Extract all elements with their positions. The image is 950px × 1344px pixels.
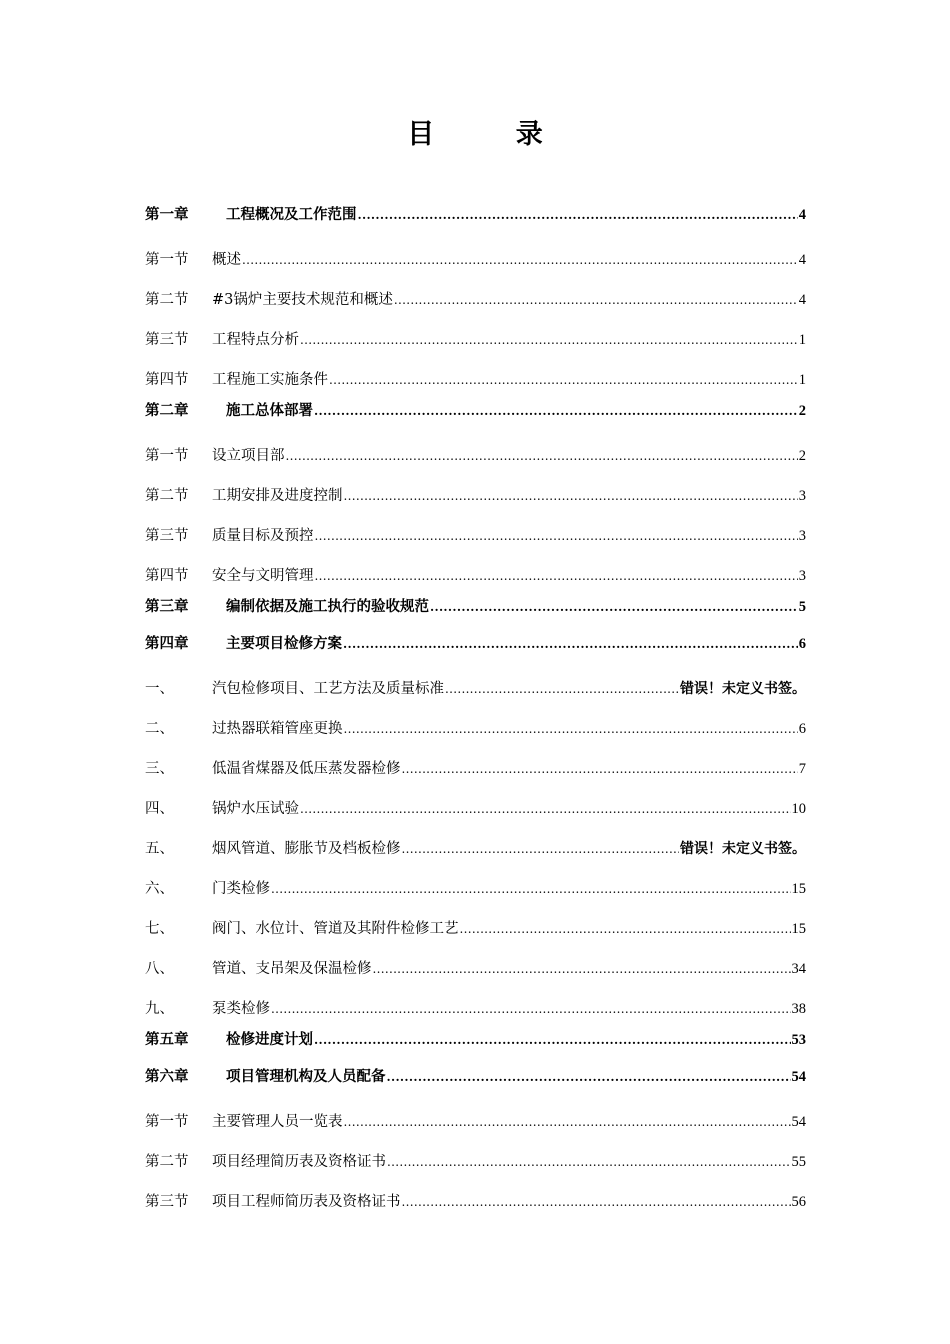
toc-dot-leader	[300, 799, 791, 819]
toc-entry-title: 安全与文明管理	[212, 568, 314, 584]
toc-entry-title: 过热器联箱管座更换	[212, 721, 343, 737]
toc-dot-leader	[315, 526, 798, 546]
toc-dot-leader	[300, 330, 798, 350]
toc-entry-page-number: 53	[791, 1032, 806, 1048]
toc-entry-item[interactable]	[145, 917, 806, 939]
toc-entry-title: 锅炉水压试验	[212, 801, 299, 817]
toc-entry-page-number: 2	[798, 403, 806, 419]
toc-dot-leader	[271, 999, 791, 1019]
toc-entry-label: 第一节	[145, 252, 189, 268]
toc-entry-title: 检修进度计划	[226, 1031, 313, 1048]
toc-dot-leader	[387, 1152, 791, 1172]
toc-entry-title: 工程施工实施条件	[212, 372, 328, 388]
toc-entry-title: 泵类检修	[212, 1001, 270, 1017]
page-title: 目 录	[407, 119, 579, 150]
toc-dot-leader	[271, 879, 791, 899]
toc-entry-page-number: 54	[791, 1114, 806, 1130]
toc-entry-page-number: 55	[791, 1154, 806, 1170]
toc-entry-section[interactable]	[145, 328, 806, 350]
toc-entry-title: 主要项目检修方案	[226, 635, 342, 652]
toc-entry-title: 工程概况及工作范围	[226, 206, 357, 223]
toc-entry-title: 烟风管道、膨胀节及档板检修	[212, 841, 401, 857]
toc-entry-item[interactable]	[145, 997, 806, 1019]
toc-entry-page-number: 7	[798, 761, 806, 777]
toc-entry-label: 三、	[145, 761, 174, 777]
toc-entry-title: 管道、支吊架及保温检修	[212, 961, 372, 977]
toc-dot-leader	[402, 1192, 791, 1212]
toc-entry-page-number: 3	[798, 528, 806, 544]
toc-entry-label: 第三章	[145, 598, 189, 615]
toc-entry-label: 第一节	[145, 448, 189, 464]
toc-entry-label: 第一节	[145, 1114, 189, 1130]
toc-entry-title: 项目管理机构及人员配备	[226, 1068, 386, 1085]
toc-entry-section[interactable]	[145, 1150, 806, 1172]
toc-dot-leader	[373, 959, 791, 979]
toc-entry-error-message: 错误！未定义书签。	[680, 681, 806, 697]
toc-entry-label: 一、	[145, 681, 174, 697]
toc-entry-page-number: 3	[798, 568, 806, 584]
toc-entry-chapter[interactable]	[145, 1028, 806, 1050]
toc-entry-item[interactable]	[145, 837, 806, 859]
toc-entry-title: #3锅炉主要技术规范和概述	[212, 292, 393, 308]
toc-entry-label: 第六章	[145, 1068, 189, 1085]
toc-entry-page-number: 34	[791, 961, 806, 977]
toc-dot-leader	[358, 205, 798, 225]
toc-dot-leader	[402, 759, 798, 779]
toc-entry-label: 第二章	[145, 402, 189, 419]
toc-entry-label: 第二节	[145, 1154, 189, 1170]
toc-entry-title: 工程特点分析	[212, 332, 299, 348]
toc-entry-title: 阀门、水位计、管道及其附件检修工艺	[212, 921, 459, 937]
toc-entry-error-message: 错误！未定义书签。	[680, 841, 806, 857]
toc-entry-section[interactable]	[145, 524, 806, 546]
toc-entry-title: 主要管理人员一览表	[212, 1114, 343, 1130]
toc-entry-label: 第四节	[145, 568, 189, 584]
toc-entry-chapter[interactable]	[145, 595, 806, 617]
toc-entry-item[interactable]	[145, 797, 806, 819]
toc-entry-page-number: 10	[791, 801, 806, 817]
toc-dot-leader	[394, 290, 798, 310]
toc-dot-leader	[344, 1112, 791, 1132]
toc-entry-item[interactable]	[145, 757, 806, 779]
toc-entry-page-number: 4	[798, 207, 806, 223]
toc-entry-page-number: 6	[798, 721, 806, 737]
toc-entry-label: 第四章	[145, 635, 189, 652]
toc-entry-title: 低温省煤器及低压蒸发器检修	[212, 761, 401, 777]
toc-entry-title: 门类检修	[212, 881, 270, 897]
toc-entry-page-number: 1	[798, 332, 806, 348]
toc-entry-label: 第二节	[145, 488, 189, 504]
toc-entry-label: 第四节	[145, 372, 189, 388]
toc-entry-page-number: 15	[791, 881, 806, 897]
toc-entry-label: 五、	[145, 841, 174, 857]
toc-dot-leader	[387, 1067, 791, 1087]
toc-dot-leader	[344, 719, 798, 739]
toc-entry-section[interactable]	[145, 248, 806, 270]
toc-entry-label: 九、	[145, 1001, 174, 1017]
toc-entry-item[interactable]	[145, 877, 806, 899]
toc-entry-page-number: 54	[791, 1069, 806, 1085]
toc-entry-label: 第三节	[145, 332, 189, 348]
toc-dot-leader	[343, 634, 798, 654]
toc-entry-section[interactable]	[145, 1110, 806, 1132]
toc-entry-section[interactable]	[145, 444, 806, 466]
toc-entry-page-number: 4	[798, 252, 806, 268]
toc-entry-title: 汽包检修项目、工艺方法及质量标准	[212, 681, 444, 697]
toc-entry-label: 第二节	[145, 292, 189, 308]
toc-entry-chapter[interactable]	[145, 203, 806, 225]
toc-entry-title: 质量目标及预控	[212, 528, 314, 544]
toc-entry-page-number: 2	[798, 448, 806, 464]
toc-dot-leader	[315, 566, 798, 586]
toc-dot-leader	[329, 370, 798, 390]
toc-entry-page-number: 56	[791, 1194, 806, 1210]
toc-entry-label: 四、	[145, 801, 174, 817]
toc-entry-page-number: 4	[798, 292, 806, 308]
toc-entry-title: 设立项目部	[212, 448, 285, 464]
toc-dot-leader	[402, 839, 680, 859]
toc-entry-chapter[interactable]	[145, 632, 806, 654]
toc-entry-label: 二、	[145, 721, 174, 737]
toc-entry-section[interactable]	[145, 368, 806, 390]
toc-entry-title: 工期安排及进度控制	[212, 488, 343, 504]
toc-entry-section[interactable]	[145, 288, 806, 310]
toc-entry-label: 七、	[145, 921, 174, 937]
toc-dot-leader	[314, 401, 798, 421]
toc-entry-label: 八、	[145, 961, 174, 977]
toc-dot-leader	[242, 250, 798, 270]
toc-entry-title: 项目经理简历表及资格证书	[212, 1154, 386, 1170]
toc-entry-label: 第一章	[145, 206, 189, 223]
toc-dot-leader	[430, 597, 798, 617]
toc-entry-label: 第五章	[145, 1031, 189, 1048]
toc-entry-title: 施工总体部署	[226, 402, 313, 419]
toc-dot-leader	[460, 919, 791, 939]
toc-entry-page-number: 3	[798, 488, 806, 504]
toc-dot-leader	[344, 486, 798, 506]
toc-entry-section[interactable]	[145, 1190, 806, 1212]
toc-entry-label: 六、	[145, 881, 174, 897]
toc-entry-page-number: 1	[798, 372, 806, 388]
toc-dot-leader	[314, 1030, 791, 1050]
toc-entry-page-number: 15	[791, 921, 806, 937]
toc-entry-page-number: 6	[798, 636, 806, 652]
toc-entry-item[interactable]	[145, 717, 806, 739]
toc-entry-title: 编制依据及施工执行的验收规范	[226, 598, 429, 615]
toc-entry-item[interactable]	[145, 957, 806, 979]
toc-entry-chapter[interactable]	[145, 399, 806, 421]
toc-entry-section[interactable]	[145, 564, 806, 586]
toc-dot-leader	[286, 446, 798, 466]
toc-entry-page-number: 5	[798, 599, 806, 615]
toc-entry-label: 第三节	[145, 1194, 189, 1210]
toc-entry-chapter[interactable]	[145, 1065, 806, 1087]
toc-entry-item[interactable]	[145, 677, 806, 699]
toc-entry-page-number: 38	[791, 1001, 806, 1017]
toc-dot-leader	[445, 679, 679, 699]
toc-entry-section[interactable]	[145, 484, 806, 506]
toc-entry-label: 第三节	[145, 528, 189, 544]
toc-entry-title: 项目工程师简历表及资格证书	[212, 1194, 401, 1210]
toc-entry-title: 概述	[212, 252, 241, 268]
